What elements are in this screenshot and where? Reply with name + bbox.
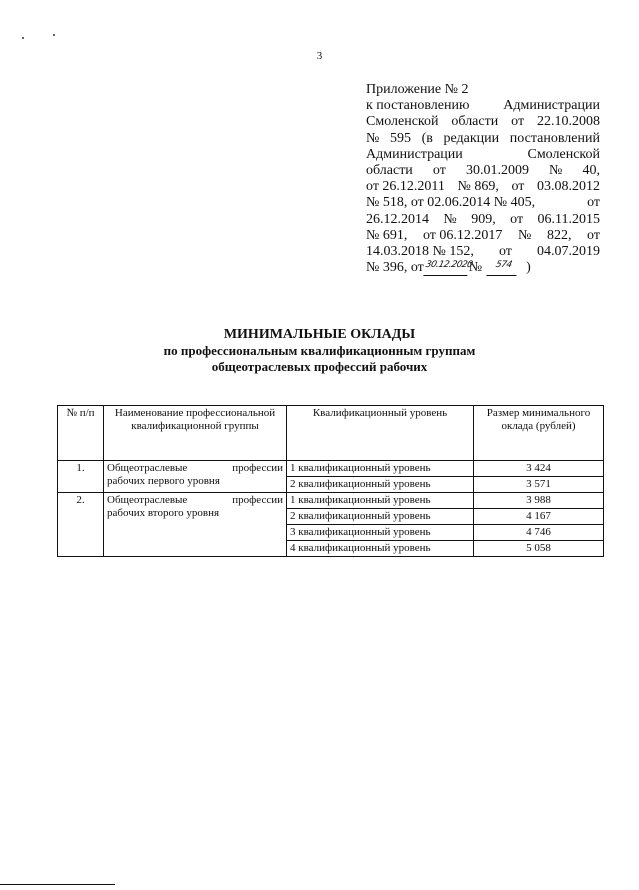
appendix-line [366,260,600,276]
footnote-divider [0,884,115,885]
appendix-word: 03.08.2012 [537,179,600,195]
appendix-word: 14.03.2018 № 152, [366,244,474,260]
appendix-line [366,195,600,211]
appendix-word: Администрации [366,146,463,162]
appendix-line [366,179,600,195]
appendix-word: от [511,114,525,130]
appendix-word: № 869, [457,179,499,195]
appendix-word: 40, [582,163,600,179]
header-number: № п/п [58,406,104,461]
minimum-salary: 3 424 [474,461,604,477]
appendix-word: 04.07.2019 [536,244,600,260]
table-body [58,461,604,557]
appendix-word: № 691, [366,227,408,243]
appendix-word: от [510,211,524,227]
appendix-line [366,147,600,163]
appendix-word: Смоленской [527,146,600,162]
appendix-word: № 518, от 02.06.2014 № 405, [366,195,536,211]
qualification-level: 3 квалификационный уровень [287,525,474,541]
group-name-word: Общеотраслевые [107,462,188,474]
appendix-line [366,244,600,260]
appendix-word: от 26.12.2011 [366,179,445,195]
group-name-line: рабочих второго уровня [107,507,220,519]
appendix-word: ) [526,260,531,276]
appendix-word: № [549,163,563,179]
appendix-word: от [587,195,600,211]
minimum-salary: 4 167 [474,509,604,525]
minimum-salary: 4 746 [474,525,604,541]
title-subtitle-1: по профессиональным квалификационным группам [163,343,476,358]
scan-artifact-dot [53,34,55,36]
appendix-word: постановлений [509,130,600,146]
title-main: МИНИМАЛЬНЫЕ ОКЛАДЫ [223,327,416,342]
appendix-line [366,212,600,228]
appendix-line [366,163,600,179]
appendix-word: 26.12.2014 [366,211,429,227]
appendix-word: к постановлению [366,98,470,114]
group-name-line: рабочих первого уровня [107,475,220,487]
title-subtitle-2: общеотраслевых профессий рабочих [211,359,428,374]
appendix-word: 30.01.2009 [465,163,529,179]
group-name-word: Общеотраслевые [107,494,188,506]
group-name-word: профессии [232,494,283,506]
appendix-word: № 396, от [366,260,424,276]
group-number: 2. [58,493,104,557]
group-name-word: профессии [232,462,283,474]
group-number: 1. [58,461,104,493]
appendix-word: 595 [389,130,411,146]
appendix-word: от 06.12.2017 [422,227,503,243]
appendix-line [366,114,600,130]
appendix-word: № [517,227,532,243]
appendix-word: области [451,114,499,130]
appendix-line [366,98,600,114]
appendix-word: Приложение № 2 [366,82,469,97]
page-number: 3 [316,50,323,62]
appendix-word: № [443,211,457,227]
table-header-row [58,406,604,461]
salary-table [57,405,604,557]
handwritten-number: 574 [486,260,519,276]
table-row [58,461,604,477]
qualification-level: 2 квалификационный уровень [287,477,474,493]
appendix-word: от [587,227,600,243]
minimum-salary: 3 988 [474,493,604,509]
appendix-line [366,131,600,147]
appendix-line [366,228,600,244]
handwritten-date: 30.12.2020 [423,260,470,276]
appendix-word: № [468,260,483,276]
appendix-word: № [366,130,380,146]
appendix-word: 909, [471,211,496,227]
appendix-heading [366,82,600,276]
appendix-word: редакции [443,130,500,146]
scan-artifact-dot [22,37,24,39]
minimum-salary: 5 058 [474,541,604,557]
minimum-salary: 3 571 [474,477,604,493]
appendix-word: 06.11.2015 [537,211,600,227]
group-name [104,493,287,557]
table-row [58,493,604,509]
document-title [0,326,639,375]
header-group-name: Наименование профессиональной квалификационной группы [104,406,287,461]
group-name-line [107,494,283,507]
header-qualification-level: Квалификационный уровень [287,406,474,461]
appendix-word: 822, [546,227,572,243]
appendix-word: 22.10.2008 [536,114,600,130]
header-minimum-salary: Размер минимального оклада (рублей) [474,406,604,461]
appendix-word: области [366,163,413,179]
qualification-level: 1 квалификационный уровень [287,461,474,477]
group-name [104,461,287,493]
qualification-level: 2 квалификационный уровень [287,509,474,525]
appendix-word: от [432,163,446,179]
qualification-level: 1 квалификационный уровень [287,493,474,509]
appendix-word: Смоленской [366,114,439,130]
qualification-level: 4 квалификационный уровень [287,541,474,557]
appendix-word: от [511,179,525,195]
appendix-word: от [498,244,512,260]
appendix-word: Администрации [503,98,600,114]
appendix-word: (в [421,130,433,146]
group-name-line [107,462,283,475]
appendix-line [366,82,600,98]
